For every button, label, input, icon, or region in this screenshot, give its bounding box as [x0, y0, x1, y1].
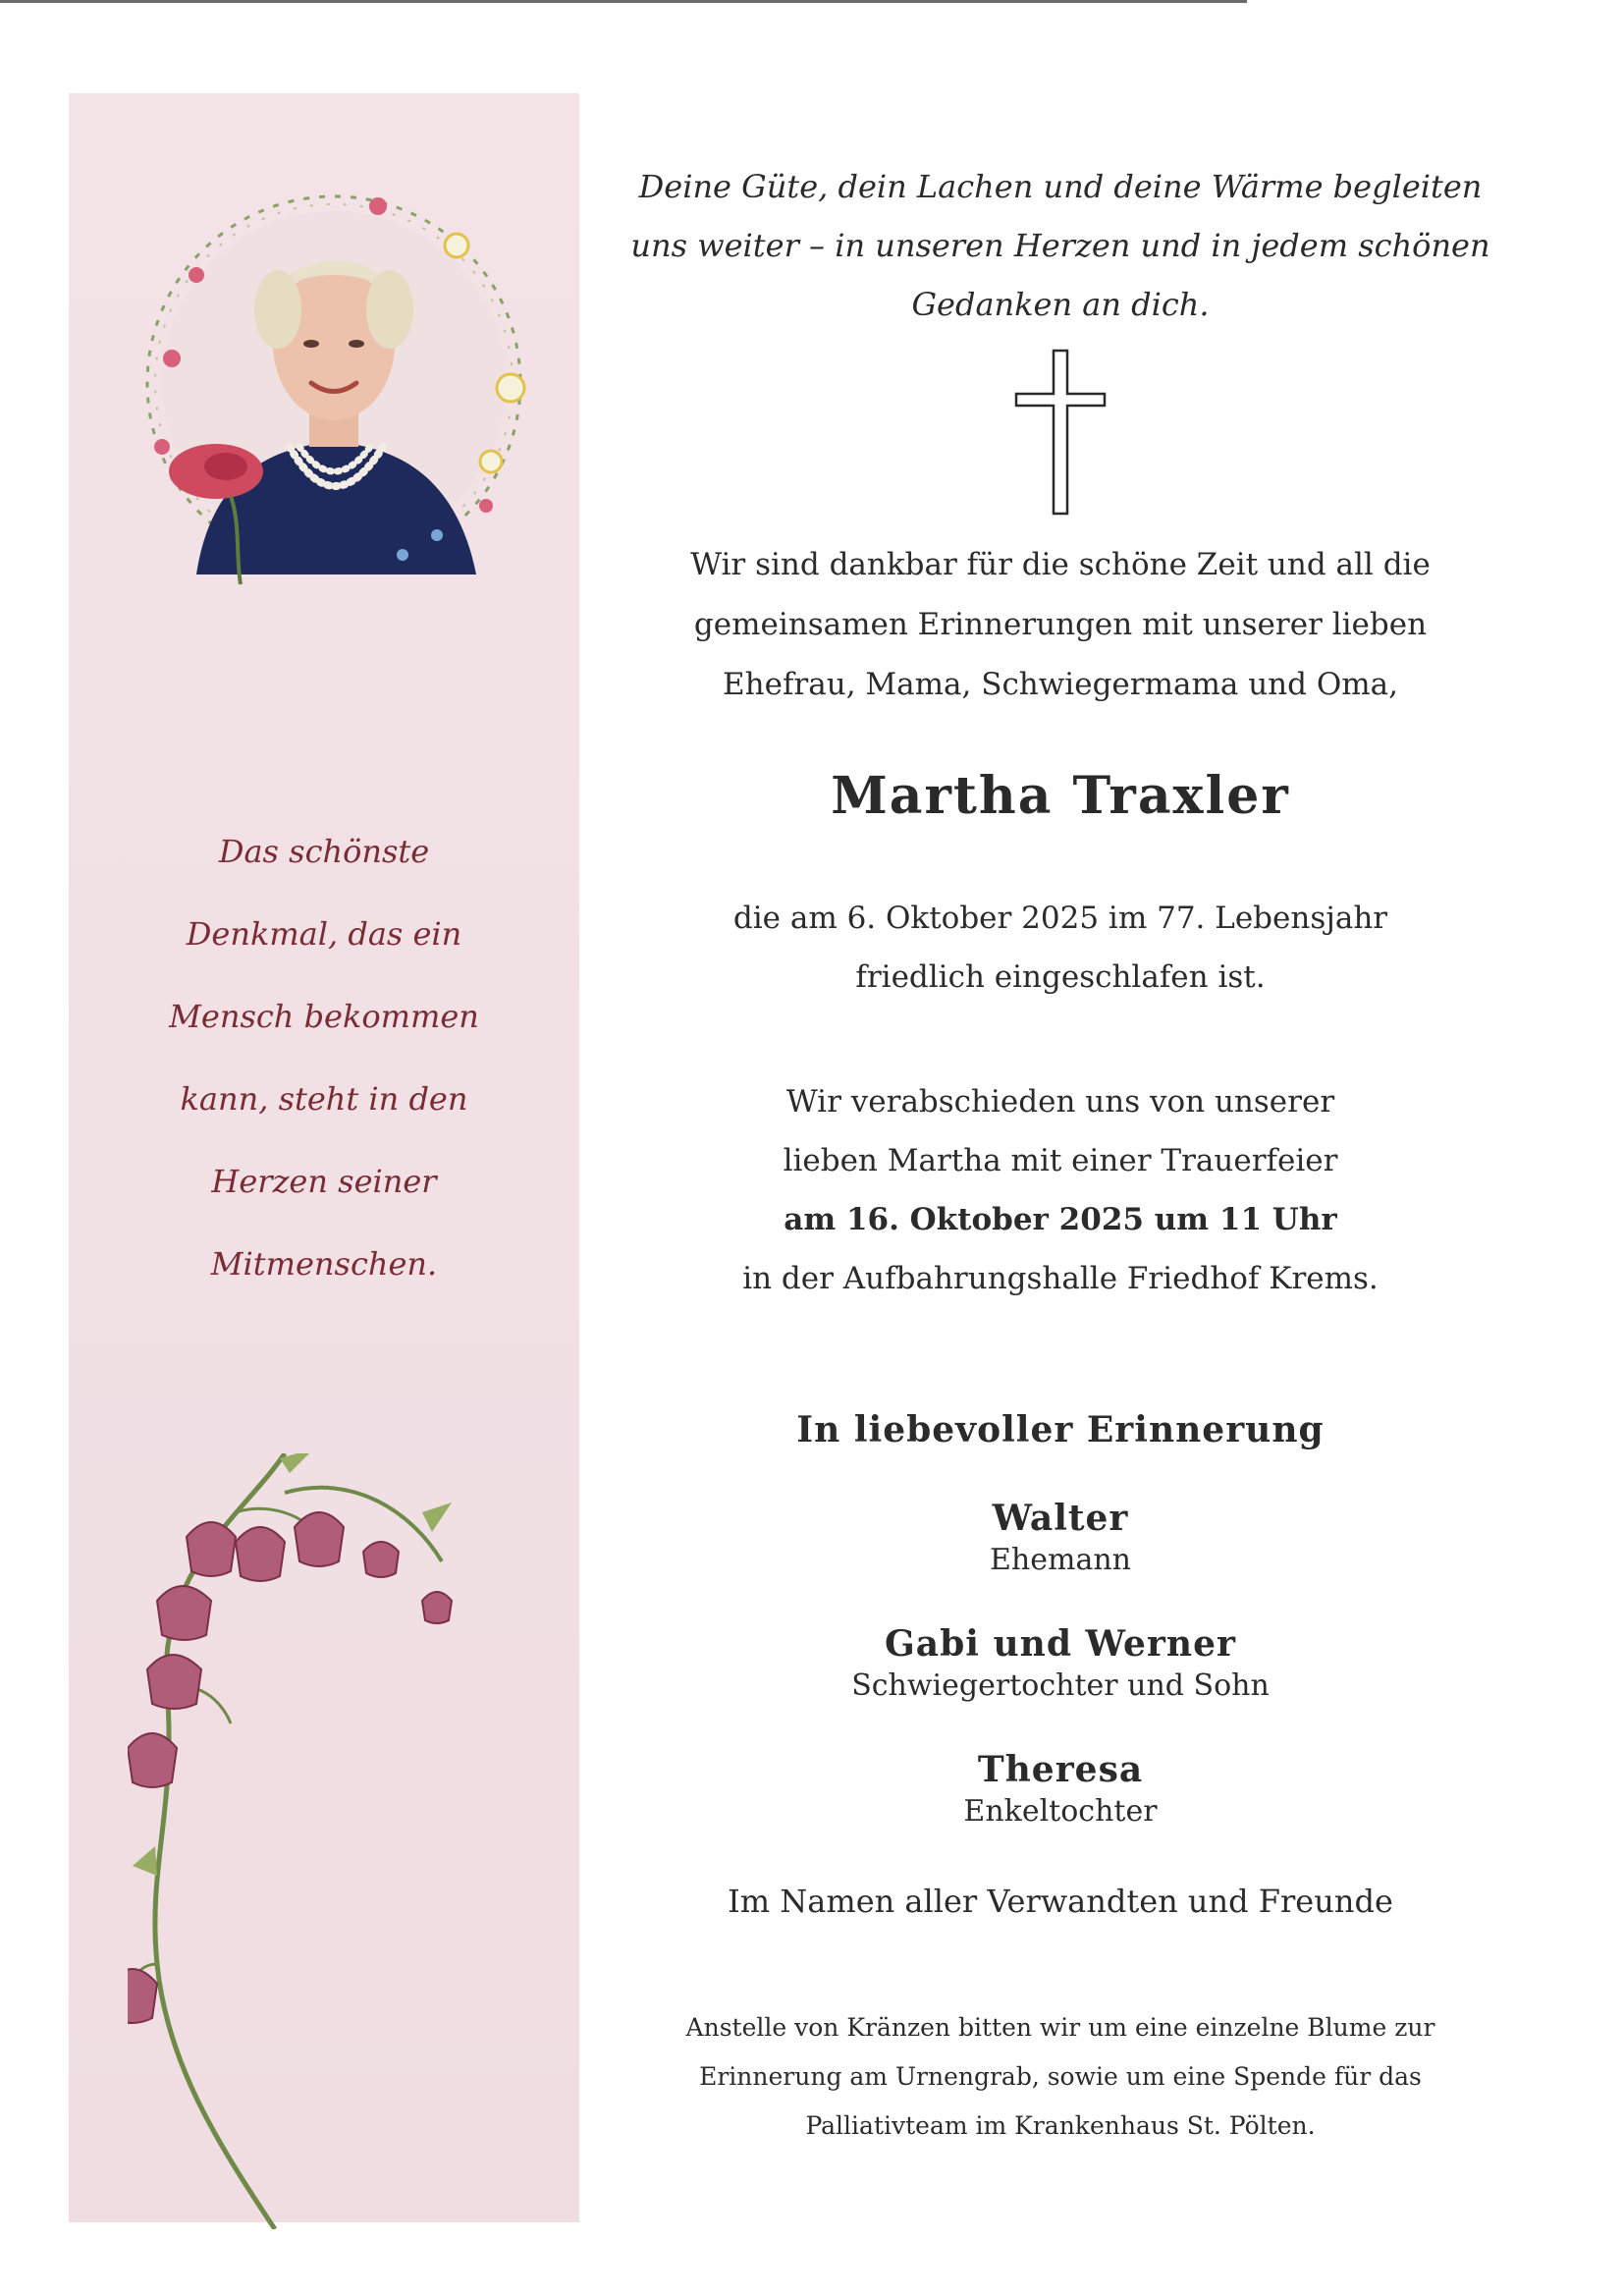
left-memorial-quote — [108, 810, 540, 1305]
cross-icon — [1011, 349, 1109, 516]
funeral-line: lieben Martha mit einer Trauerfeier — [783, 1143, 1338, 1178]
donation-note-line: Erinnerung am Urnengrab, sowie um eine Spende für das — [699, 2062, 1422, 2091]
gratitude-line: Ehefrau, Mama, Schwiegermama und Oma, — [723, 667, 1398, 702]
opening-quote-line: uns weiter – in unseren Herzen und in jedem schönen — [630, 227, 1490, 264]
mourner-entry — [628, 1747, 1492, 1831]
mourner-entry — [628, 1621, 1492, 1706]
death-date-line: friedlich eingeschlafen ist. — [855, 959, 1266, 995]
left-quote-line: Mensch bekommen — [169, 998, 479, 1035]
gratitude-line: gemeinsamen Erinnerungen mit unserer lieben — [693, 607, 1428, 642]
left-quote-line: Denkmal, das ein — [186, 915, 462, 953]
deceased-name: Martha Traxler — [831, 766, 1290, 826]
opening-quote — [628, 157, 1492, 334]
opening-quote-line: Gedanken an dich. — [911, 286, 1210, 323]
donation-note-line: Anstelle von Kränzen bitten wir um eine einzelne Blume zur — [685, 2013, 1435, 2042]
gratitude-line: Wir sind dankbar für die schöne Zeit und all die — [690, 547, 1431, 582]
mourner-name: Theresa — [977, 1749, 1144, 1790]
scan-edge-line — [0, 0, 1247, 3]
funeral-details — [628, 1072, 1492, 1308]
funeral-date-time: am 16. Oktober 2025 um 11 Uhr — [784, 1202, 1337, 1237]
mourner-name: Walter — [992, 1498, 1129, 1539]
mourner-entry — [628, 1496, 1492, 1580]
donation-note-line: Palliativteam im Krankenhaus St. Pölten. — [805, 2111, 1316, 2140]
death-date-text — [628, 889, 1492, 1007]
memory-heading: In liebevoller Erinnerung — [796, 1409, 1325, 1450]
mourner-relation: Enkeltochter — [963, 1794, 1158, 1829]
mourner-relation: Ehemann — [990, 1543, 1131, 1577]
mourner-name: Gabi und Werner — [885, 1623, 1236, 1665]
mourner-relation: Schwiegertochter und Sohn — [851, 1668, 1270, 1703]
gratitude-text — [628, 535, 1492, 715]
left-quote-line: kann, steht in den — [180, 1080, 468, 1118]
funeral-line: Wir verabschieden uns von unserer — [785, 1084, 1335, 1120]
death-date-line: die am 6. Oktober 2025 im 77. Lebensjahr — [732, 901, 1388, 936]
left-quote-line: Das schönste — [218, 833, 430, 870]
bellflower-illustration — [128, 1453, 520, 2229]
funeral-location: in der Aufbahrungshalle Friedhof Krems. — [742, 1261, 1379, 1296]
family-signature: Im Namen aller Verwandten und Freunde — [728, 1883, 1393, 1920]
donation-note — [628, 2003, 1492, 2151]
left-quote-line: Herzen seiner — [211, 1163, 437, 1200]
portrait-photo — [103, 182, 565, 594]
opening-quote-line: Deine Güte, dein Lachen und deine Wärme begleiten — [638, 168, 1483, 205]
left-quote-line: Mitmenschen. — [210, 1245, 438, 1283]
